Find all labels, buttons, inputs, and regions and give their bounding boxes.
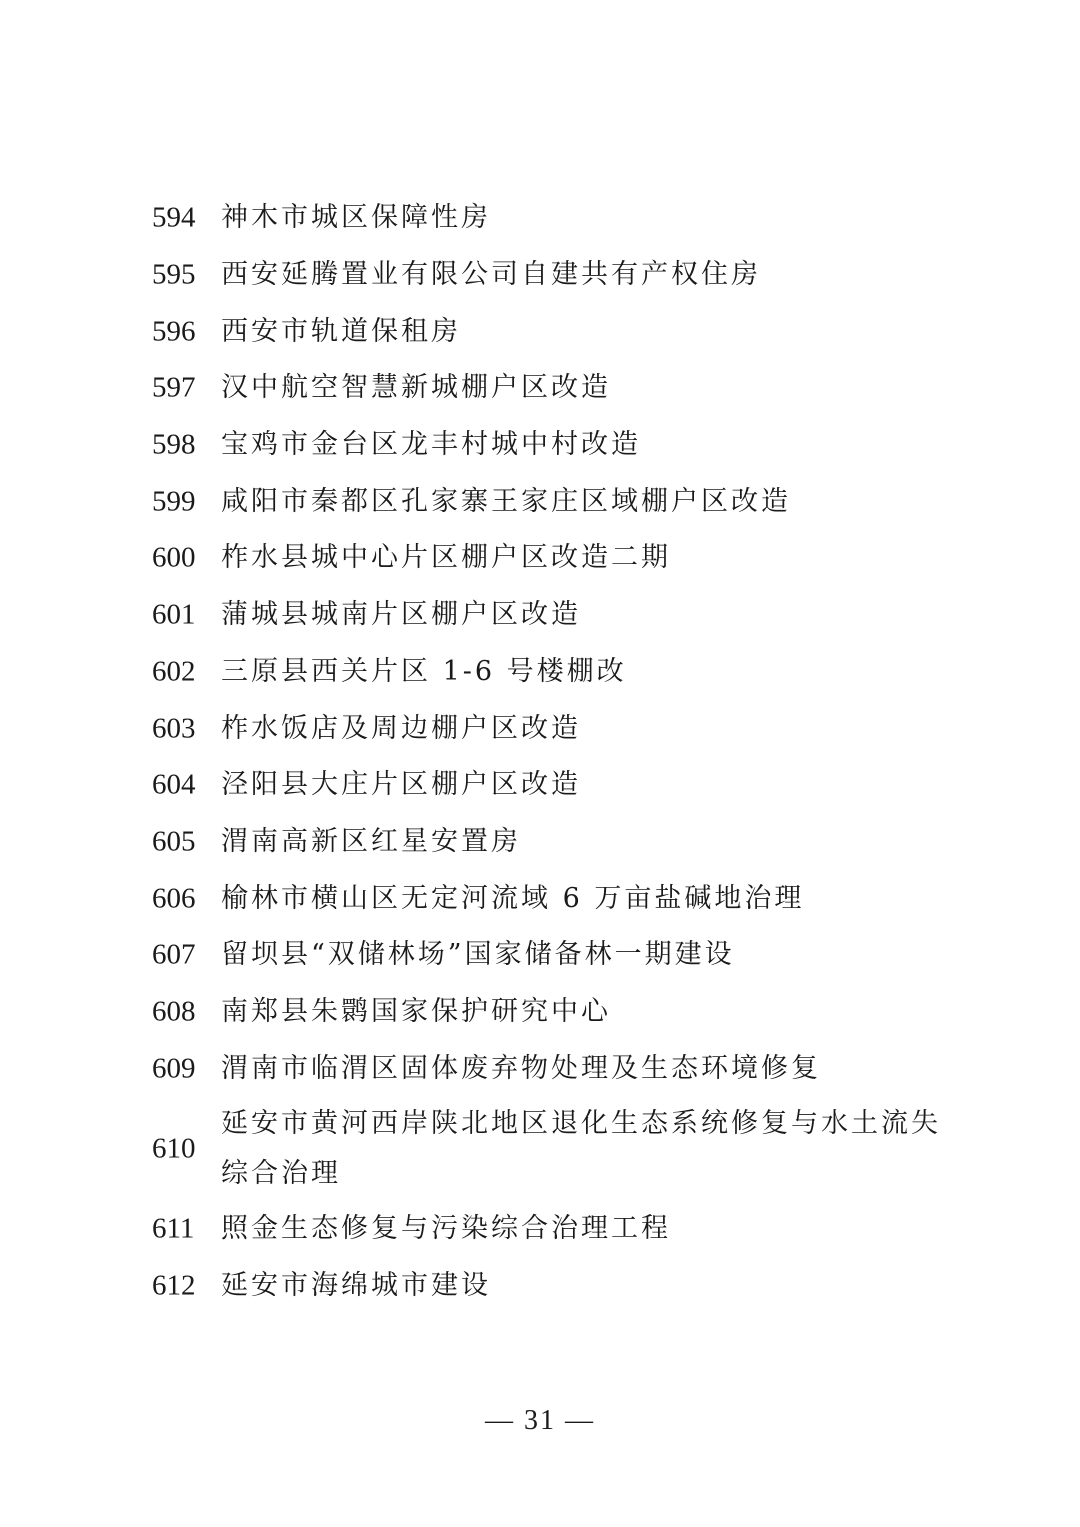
item-number: 607 [152,938,196,971]
item-text: 留坝县“双储林场”国家储备林一期建设 [221,939,735,971]
list-item [0,814,1080,871]
item-text: 泾阳县大庄片区棚户区改造 [221,769,581,801]
list-item [0,927,1080,984]
item-number: 602 [152,655,196,688]
item-text: 汉中航空智慧新城棚户区改造 [221,372,611,404]
item-number: 600 [152,541,196,574]
item-text: 渭南高新区红星安置房 [221,825,521,857]
item-text: 柞水饭店及周边棚户区改造 [221,712,581,744]
list-item [0,417,1080,474]
list-item [0,984,1080,1041]
item-text: 蒲城县城南片区棚户区改造 [221,599,581,631]
item-text: 延安市海绵城市建设 [221,1270,491,1302]
list-item [0,757,1080,814]
item-number: 612 [152,1269,196,1302]
list-item [0,1201,1080,1258]
list-item [0,1040,1080,1097]
item-text: 照金生态修复与污染综合治理工程 [221,1213,671,1245]
item-number: 594 [152,201,196,234]
list-item [0,1097,1080,1201]
item-number: 605 [152,825,196,858]
item-text: 宝鸡市金台区龙丰村城中村改造 [221,429,641,461]
item-number: 609 [152,1052,196,1085]
item-number: 598 [152,428,196,461]
item-text: 西安市轨道保租房 [221,315,461,347]
item-number: 611 [152,1212,195,1245]
item-text: 咸阳市秦都区孔家寨王家庄区域棚户区改造 [221,485,791,517]
list-item [0,870,1080,927]
list-item [0,473,1080,530]
item-number: 601 [152,598,196,631]
item-number: 610 [152,1132,196,1165]
list-item [0,644,1080,701]
list-item [0,190,1080,247]
item-text: 南郑县朱鹮国家保护研究中心 [221,995,611,1027]
item-text: 榆林市横山区无定河流域 6 万亩盐碱地治理 [221,882,805,914]
list-item [0,247,1080,304]
list-item [0,303,1080,360]
item-text: 神木市城区保障性房 [221,202,491,234]
item-text: 西安延腾置业有限公司自建共有产权住房 [221,259,761,291]
list-item [0,530,1080,587]
item-number: 606 [152,882,196,915]
item-number: 603 [152,712,196,745]
list-item [0,700,1080,757]
list-item [0,587,1080,644]
item-number: 596 [152,315,196,348]
page-number: — 31 — [485,1405,595,1436]
item-text: 三原县西关片区 1-6 号楼棚改 [221,655,627,687]
item-number: 604 [152,768,196,801]
item-text: 渭南市临渭区固体废弃物处理及生态环境修复 [221,1052,821,1084]
item-text: 延安市黄河西岸陕北地区退化生态系统修复与水土流失综合治理 [221,1108,941,1189]
list-item [0,360,1080,417]
item-number: 608 [152,995,196,1028]
list-item [0,1258,1080,1315]
item-number: 599 [152,485,196,518]
project-list [0,190,1080,1314]
item-number: 597 [152,371,196,404]
item-number: 595 [152,258,196,291]
item-text: 柞水县城中心片区棚户区改造二期 [221,542,671,574]
